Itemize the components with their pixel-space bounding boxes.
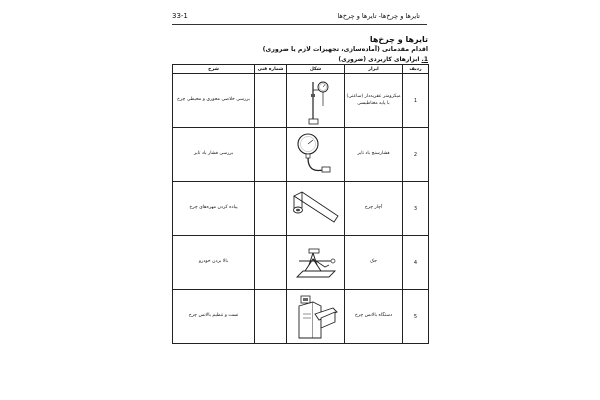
table-row xyxy=(173,290,429,344)
row-description: پیاده کردن مهره‌های چرخ xyxy=(173,182,255,236)
header-tech-no: شماره فنی xyxy=(255,65,287,74)
row-tech-no xyxy=(255,236,287,290)
row-tool: دستگاه بالانس چرخ xyxy=(345,290,403,344)
row-number: 1 xyxy=(403,74,429,128)
section-label: ابزارهای کاربردی (ضروری) xyxy=(338,56,420,63)
row-tool: جک xyxy=(345,236,403,290)
row-tech-no xyxy=(255,290,287,344)
pressure-gauge-icon xyxy=(293,130,339,180)
row-number: 4 xyxy=(403,236,429,290)
row-description: بررسی خلاصی محوری و محیطی چرخ xyxy=(173,74,255,128)
header-divider xyxy=(172,24,427,25)
running-title: تایرها و چرخ‌ها- تایرها و چرخ‌ها xyxy=(337,12,420,20)
table-header-row xyxy=(173,65,429,74)
row-shape xyxy=(287,74,345,128)
row-description: تست و تنظیم بالانس چرخ xyxy=(173,290,255,344)
row-number: 5 xyxy=(403,290,429,344)
row-description: بررسی فشار باد تایر xyxy=(173,128,255,182)
table-row xyxy=(173,182,429,236)
row-number: 3 xyxy=(403,182,429,236)
row-shape xyxy=(287,128,345,182)
row-tech-no xyxy=(255,74,287,128)
section-heading xyxy=(290,56,428,63)
row-tech-no xyxy=(255,182,287,236)
table-row xyxy=(173,128,429,182)
row-number: 2 xyxy=(403,128,429,182)
page-number: 33-1 xyxy=(172,12,188,20)
wheel-balancer-icon xyxy=(291,292,341,342)
header-tool: ابزار xyxy=(345,65,403,74)
page-title: تایرها و چرخ‌ها xyxy=(369,35,428,44)
section-number: 1. xyxy=(421,56,428,63)
car-jack-icon xyxy=(289,241,343,285)
row-tool: میکرومتر عقربه‌دار (ساعتی) با پایه مغناطیسی xyxy=(345,74,403,128)
row-description: بالا بردن خودرو xyxy=(173,236,255,290)
row-tool: فشارسنج باد تایر xyxy=(345,128,403,182)
row-tool: آچار چرخ xyxy=(345,182,403,236)
header-shape: شکل xyxy=(287,65,345,74)
header-description: شرح xyxy=(173,65,255,74)
row-shape xyxy=(287,236,345,290)
table-row xyxy=(173,74,429,128)
tools-table xyxy=(172,64,429,344)
dial-indicator-icon xyxy=(296,76,336,126)
row-tech-no xyxy=(255,128,287,182)
row-shape xyxy=(287,290,345,344)
row-shape xyxy=(287,182,345,236)
table-row xyxy=(173,236,429,290)
header-row-no: ردیف xyxy=(403,65,429,74)
wheel-wrench-icon xyxy=(288,186,344,232)
section-subtitle: اقدام مقدماتی (آماده‌سازی، تجهیزات لازم یا ضروری) xyxy=(262,46,428,53)
